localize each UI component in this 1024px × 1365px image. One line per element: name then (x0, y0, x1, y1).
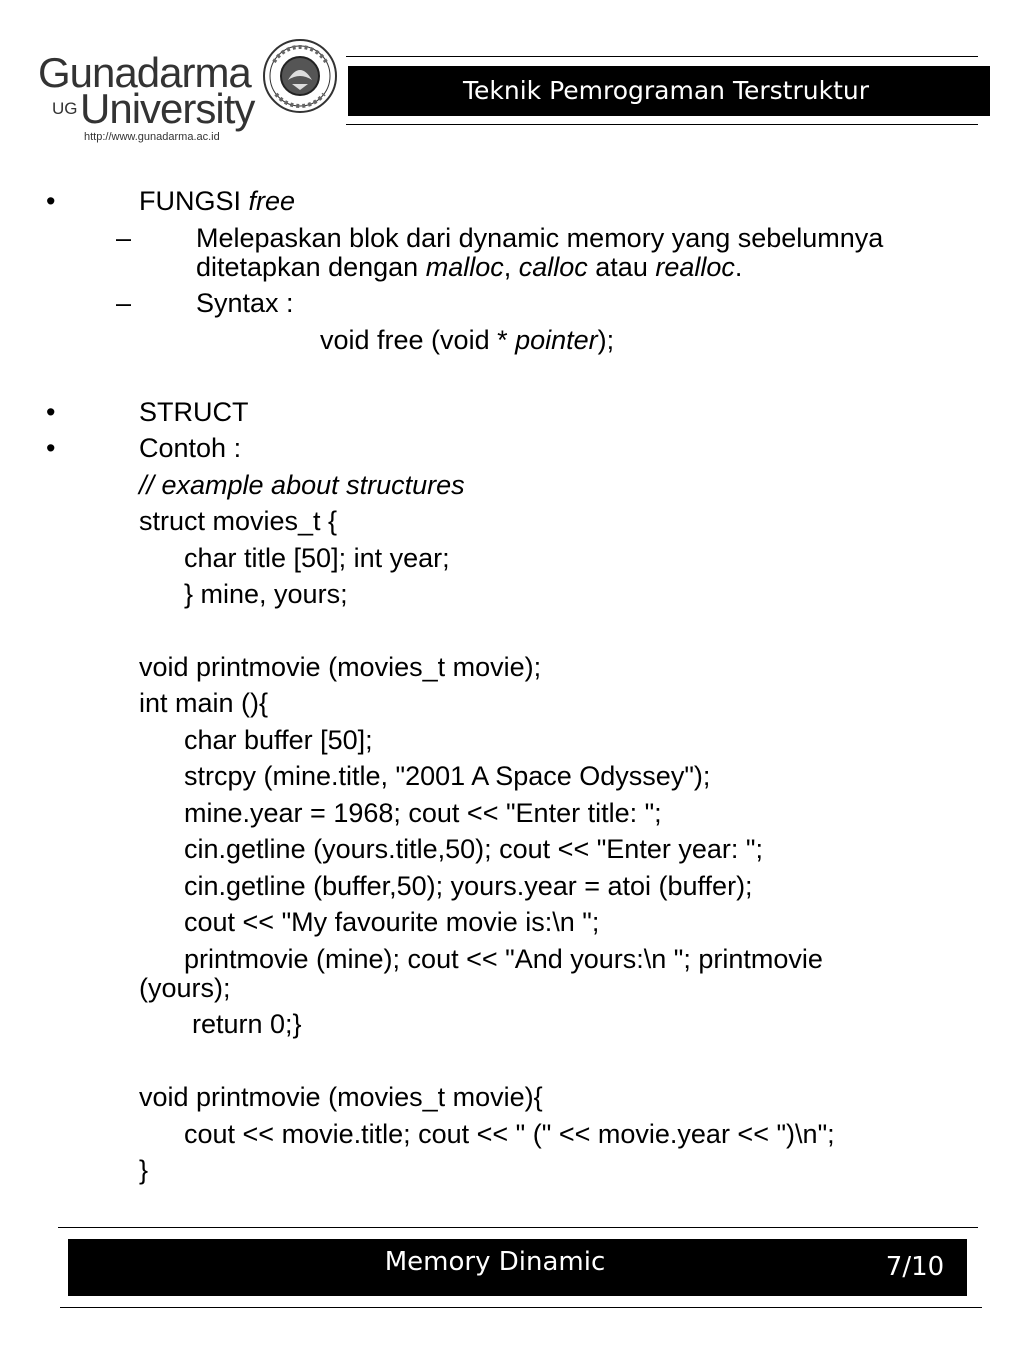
code-line: cout << movie.title; cout << " (" << movie.year << ")\n"; (184, 1119, 835, 1149)
desc-realloc: realloc (655, 252, 735, 282)
footer-title: Memory Dinamic (384, 1247, 606, 1277)
university-seal-icon (262, 38, 338, 114)
fungsi-name: free (248, 186, 296, 216)
logo-ug-mark: UG (52, 99, 78, 118)
logo-wordmark-university: University (80, 85, 255, 132)
syntax-label: Syntax : (196, 288, 294, 318)
code-line: char title [50]; int year; (184, 543, 450, 573)
code-line: printmovie (mine); cout << "And yours:\n "; printmovie (184, 944, 823, 974)
fungsi-heading (139, 186, 295, 216)
syntax-pointer: pointer (515, 325, 598, 355)
bullet-struct: • (46, 397, 56, 427)
header-top-rule (346, 56, 978, 57)
desc-text: ditetapkan dengan (196, 252, 426, 282)
header-bottom-rule (346, 124, 978, 125)
desc-calloc: calloc (518, 252, 588, 282)
code-line: mine.year = 1968; cout << "Enter title: "; (184, 798, 662, 828)
code-line: } mine, yours; (184, 579, 348, 609)
header-title: Teknik Pemrograman Terstruktur (462, 76, 869, 105)
code-line: cout << "My favourite movie is:\n "; (184, 907, 600, 937)
footer-top-rule (58, 1227, 978, 1228)
desc-comma: , (503, 252, 519, 282)
syntax-code-a: void free (void * (320, 325, 516, 355)
desc-line-2 (196, 252, 742, 282)
footer-bottom-rule (60, 1307, 982, 1308)
struct-label: STRUCT (139, 397, 249, 427)
code-line: char buffer [50]; (184, 725, 373, 755)
code-line: strcpy (mine.title, "2001 A Space Odyssey"); (184, 761, 711, 791)
code-line: void printmovie (movies_t movie){ (139, 1082, 543, 1112)
code-line: void printmovie (movies_t movie); (139, 652, 542, 682)
bullet-fungsi: • (46, 186, 56, 216)
dash-syntax: – (116, 288, 132, 318)
desc-line-1: Melepaskan blok dari dynamic memory yang sebelumnya (196, 223, 884, 253)
syntax-code-c: ); (597, 325, 615, 355)
desc-malloc: malloc (425, 252, 504, 282)
code-line: return 0;} (192, 1009, 302, 1039)
code-line: cin.getline (buffer,50); yours.year = atoi (buffer); (184, 871, 753, 901)
dash-desc: – (116, 223, 132, 253)
code-line: struct movies_t { (139, 506, 338, 536)
syntax-code (320, 325, 614, 355)
desc-atau: atau (587, 252, 656, 282)
fungsi-label: FUNGSI (139, 186, 249, 216)
logo-wordmark-gunadarma: Gunadarma (38, 49, 251, 96)
code-comment-text: // example about structures (139, 470, 465, 500)
contoh-label: Contoh : (139, 433, 242, 463)
desc-period: . (734, 252, 743, 282)
code-line: } (139, 1155, 149, 1185)
page-number: 7/10 (885, 1252, 945, 1282)
bullet-contoh: • (46, 433, 56, 463)
logo-url: http://www.gunadarma.ac.id (84, 131, 220, 143)
code-line: (yours); (139, 973, 231, 1003)
code-comment (139, 470, 465, 500)
code-line: cin.getline (yours.title,50); cout << "Enter year: "; (184, 834, 763, 864)
code-line: int main (){ (139, 688, 269, 718)
